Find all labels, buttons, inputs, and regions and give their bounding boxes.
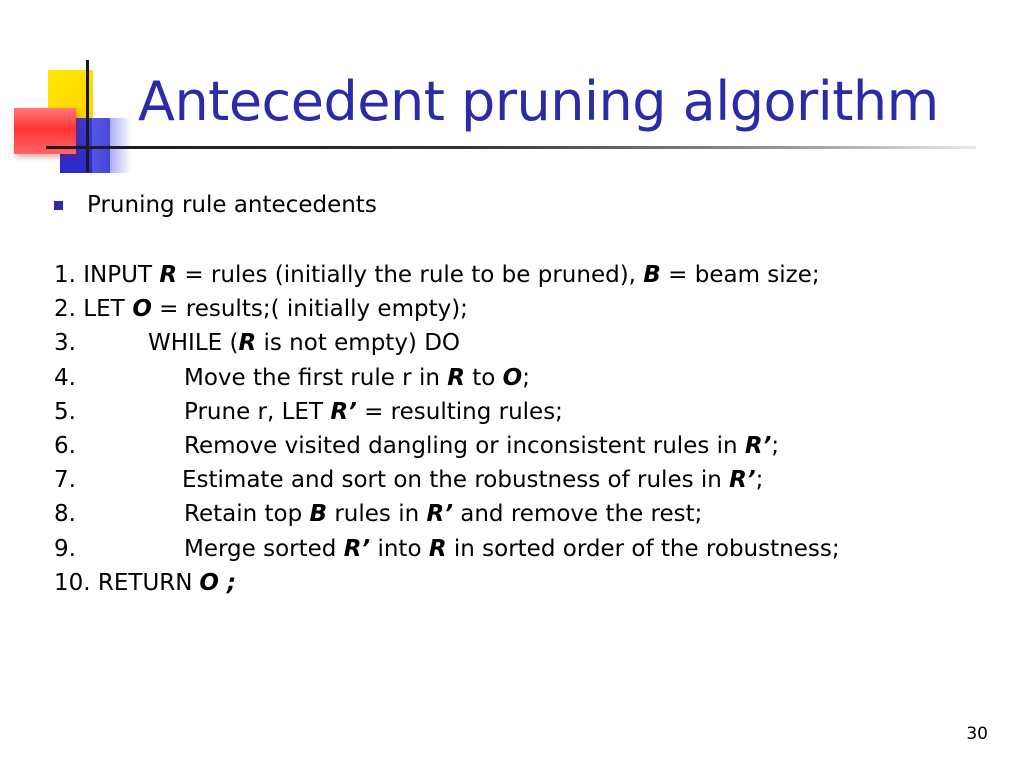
line-text — [184, 532, 840, 566]
logo-vertical-line — [86, 60, 89, 172]
variable-name: R — [238, 330, 257, 357]
line-text-part: ; — [755, 467, 764, 494]
variable-name: R’ — [330, 398, 357, 425]
line-text-part: ; — [522, 364, 530, 391]
variable-name: B — [309, 501, 328, 528]
page-number: 30 — [966, 724, 988, 744]
line-number: 5. — [54, 398, 76, 425]
line-text — [184, 429, 779, 463]
variable-name: R — [428, 535, 447, 562]
bullet-item — [50, 190, 377, 220]
line-text-part: into — [370, 535, 429, 562]
line-text-part: to — [464, 364, 503, 391]
variable-name: O ; — [199, 569, 237, 596]
line-number: 1. INPUT — [54, 262, 152, 288]
variable-name: R’ — [343, 535, 371, 562]
bullet-square-icon — [54, 201, 63, 210]
variable-name: O — [502, 364, 523, 391]
line-text-part: = resulting rules; — [356, 398, 563, 425]
line-text-part: WHILE ( — [148, 330, 239, 357]
variable-name: R — [159, 262, 178, 288]
line-text-part: Retain top — [184, 501, 310, 528]
line-number: 2. LET — [54, 296, 125, 323]
variable-name: R’ — [729, 467, 756, 494]
line-text — [152, 258, 820, 292]
line-text-part: and remove the rest; — [452, 501, 703, 528]
title-underline — [46, 146, 976, 149]
line-text-part: ; — [771, 432, 780, 459]
variable-name: R — [447, 364, 465, 391]
line-text-part: Remove visited dangling or inconsistent rules in — [184, 432, 745, 459]
line-number: 8. — [54, 501, 76, 528]
bullet-text: Pruning rule antecedents — [87, 192, 377, 218]
variable-name: B — [643, 262, 661, 288]
line-number: 3. — [54, 330, 76, 357]
line-text — [148, 326, 460, 360]
line-text-part: rules in — [327, 501, 427, 528]
slide-title: Antecedent pruning algorithm — [138, 70, 939, 133]
line-text-part: Estimate and sort on the robustness of rules in — [182, 467, 730, 494]
line-number: 7. — [54, 467, 76, 494]
line-text — [184, 395, 563, 429]
line-text-part: Prune r, LET — [184, 398, 331, 425]
line-text-part: Move the first rule r in — [184, 364, 448, 391]
line-text — [184, 361, 530, 395]
line-number: 9. — [54, 535, 76, 562]
line-text-part: = results;( initially empty); — [151, 296, 468, 323]
variable-name: R’ — [426, 501, 453, 528]
line-text-part: is not empty) DO — [256, 330, 461, 357]
variable-name: O — [132, 296, 152, 323]
line-text-part: in sorted order of the robustness; — [446, 535, 840, 562]
variable-name: R’ — [744, 432, 772, 459]
line-text-part: = beam size; — [660, 262, 820, 288]
line-number: 10. RETURN — [54, 569, 193, 596]
line-text — [182, 463, 763, 497]
slide-logo — [0, 0, 140, 180]
line-number: 6. — [54, 432, 76, 459]
line-text-part: = rules (initially the rule to be pruned), — [177, 262, 644, 288]
line-text — [125, 292, 468, 326]
line-text — [184, 497, 702, 531]
line-text-part: Merge sorted — [184, 535, 344, 562]
line-text — [192, 566, 236, 600]
line-number: 4. — [54, 364, 76, 391]
